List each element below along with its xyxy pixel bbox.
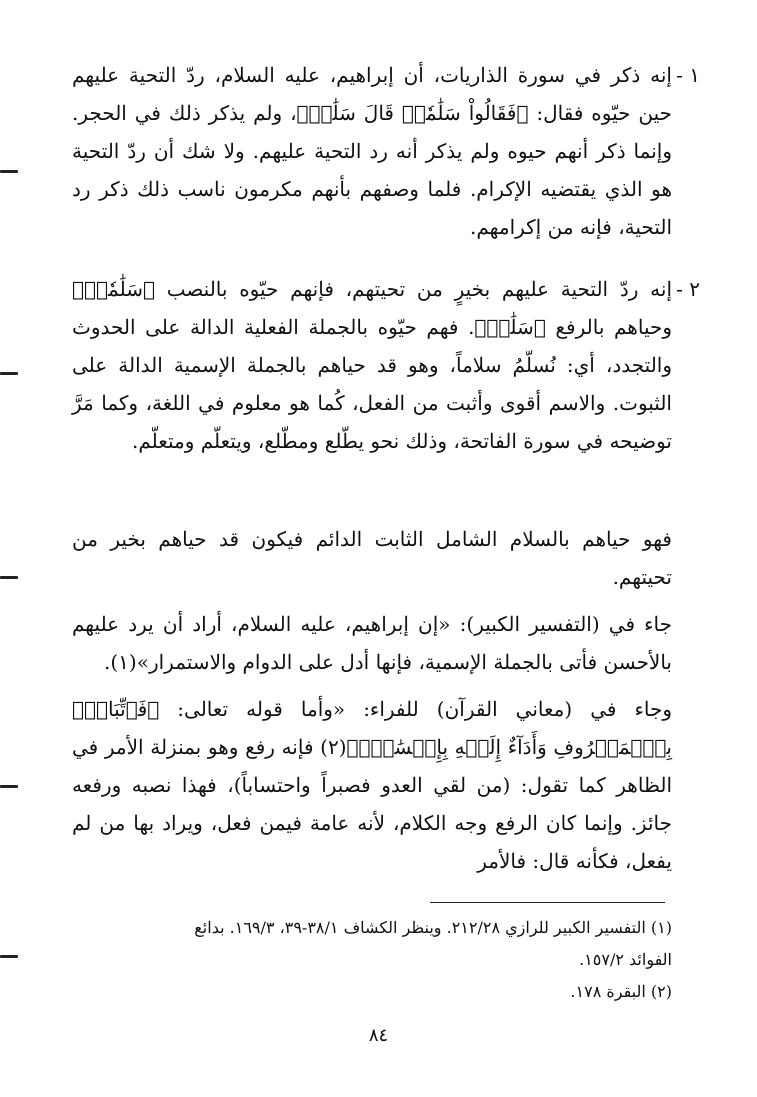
paragraph: فهو حياهم بالسلام الشامل الثابت الدائم فيكون قد حياهم بخير من تحيتهم. (72, 527, 672, 589)
item-text: إنه ردّ التحية عليهم بخيرٍ من تحيتهم، فإنهم حيّوه بالنصب ﴿سَلَٰمٗاۖ﴾ وحياهم بالرفع ﴿سَلَٰمٞ﴾. فهم حيّوه بالجملة الفعلية الدالة على الحدوث والتجدد، أي: نُسلّمُ سلاماً، وهو قد حياهم بالجملة الإسمية الدالة على الثبوت. والاسم أقوى وأثبت من الفعل، كُما هو معلوم في اللغة، وكما مَرَّ توضيحه في سورة الفاتحة، وذلك نحو يطّلع ومطّلع، ويتعلّم ومتعلّم. (72, 277, 672, 453)
footnote-line: الفوائد ١٥٧/٢. (579, 950, 672, 969)
margin-mark (0, 785, 18, 788)
margin-mark (0, 576, 18, 579)
margin-mark (0, 372, 18, 375)
page-number: ٨٤ (368, 1025, 389, 1046)
item-text: إنه ذكر في سورة الذاريات، أن إبراهيم، عليه السلام، ردّ التحية عليهم حين حيّوه فقال: ﴿فَقَالُواْ سَلَٰمٗاۖ قَالَ سَلَٰمٞ﴾، ولم يذكر ذلك في الحجر. وإنما ذكر أنهم حيوه ولم يذكر أنه رد التحية عليهم. ولا شك أن ردّ التحية هو الذي يقتضيه الإكرام. فلما وصفهم بأنهم مكرمون ناسب ذلك ذكر رد التحية، فإنه من إكرامهم. (72, 63, 672, 239)
list-item-1 (72, 56, 700, 246)
footnote-divider (430, 902, 665, 903)
paragraph: وجاء في (معاني القرآن) للفراء: «وأما قوله تعالى: ﴿فَٱتِّبَاعُۢ بِٱلۡمَعۡرُوفِ وَأَدَآءٌ إِلَيۡهِ بِإِحۡسَٰنٖۗ﴾(٢) فإنه رفع وهو بمنزلة الأمر في الظاهر كما تقول: (من لقي العدو فصبراً واحتساباً)، فهذا نصبه ورفعه جائز. وإنما كان الرفع وجه الكلام، لأنه عامة فيمن فعل، ويراد بها من لم يفعل، فكأنه قال: فالأمر (72, 697, 672, 873)
margin-mark (0, 955, 18, 958)
item-number: ٢ - (676, 277, 700, 301)
footnote-line: (١) التفسير الكبير للرازي ٢١٢/٢٨. وينظر الكشاف ٣٨/١-٣٩، ١٦٩/٣. بدائع (194, 918, 672, 937)
paragraph: جاء في (التفسير الكبير): «إن إبراهيم، عليه السلام، أراد أن يرد عليهم بالأحسن فأتى بالجملة الإسمية، فإنها أدل على الدوام والاستمرار»(١). (72, 612, 672, 674)
footnotes (72, 912, 672, 1008)
list-item-2 (72, 270, 700, 460)
footnote-line: (٢) البقرة ١٧٨. (570, 982, 672, 1001)
margin-mark (0, 170, 18, 173)
item-number: ١ - (676, 63, 700, 87)
